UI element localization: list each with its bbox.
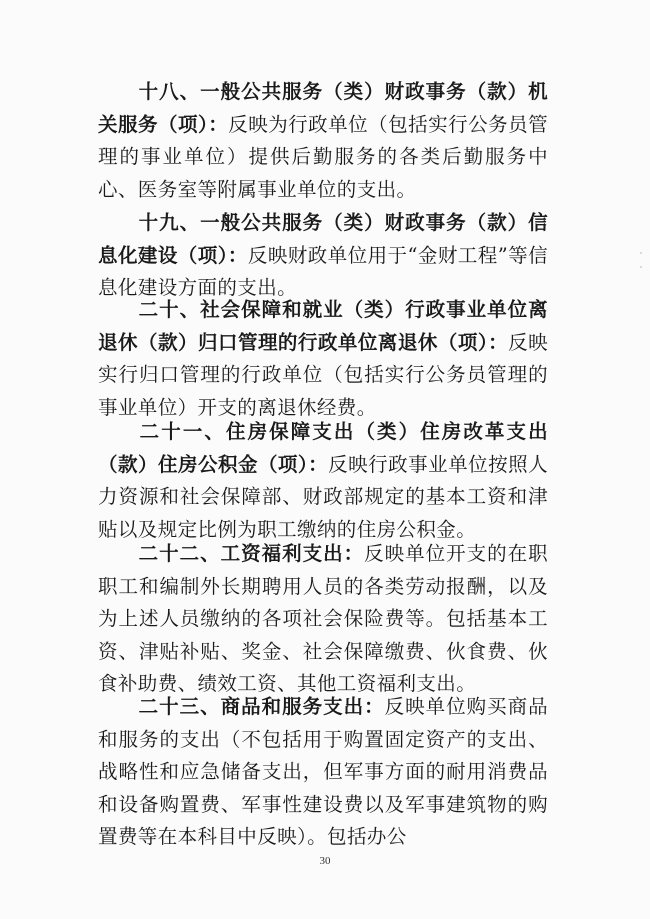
paragraph-heading: 十九、一般公共服务（类）财政事务（款）信息化建设（项）： — [98, 211, 548, 267]
paragraph-heading: 二十三、商品和服务支出： — [138, 695, 385, 718]
scan-speck — [640, 266, 642, 268]
paragraph-body: 反映单位购买商品和服务的支出（不包括用于购置固定资产的支出、战略性和应急储备支出，但军事方面的耐用消费品和设备购置费、军事性建设费以及军事建筑物的购置费等在本科目中反映）。包括办公 — [98, 695, 548, 848]
paragraph-heading: 十八、一般公共服务（类）财政事务（款）机关服务（项）： — [98, 80, 548, 136]
paragraph-heading: 二十一、住房保障支出（类）住房改革支出（款）住房公积金（项）： — [98, 420, 548, 476]
paragraph-22 — [98, 538, 548, 701]
paragraph-body: 反映为行政单位（包括实行公务员管理的事业单位）提供后勤服务的各类后勤服务中心、医务室等附属事业单位的支出。 — [98, 112, 548, 201]
paragraph-19 — [98, 207, 548, 305]
paragraph-body: 反映单位开支的在职职工和编制外长期聘用人员的各类劳动报酬，以及为上述人员缴纳的各项社会保险费等。包括基本工资、津贴补贴、奖金、社会保障缴费、伙食费、伙食补助费、绩效工资、其他工资福利支出。 — [98, 542, 548, 695]
paragraph-18 — [98, 76, 548, 206]
paragraph-heading: 二十二、工资福利支出： — [138, 542, 365, 565]
paragraph-body: 反映实行归口管理的行政单位（包括实行公务员管理的事业单位）开支的离退休经费。 — [98, 330, 548, 419]
paragraph-body: 反映行政事业单位按照人力资源和社会保障部、财政部规定的基本工资和津贴以及规定比例为职工缴纳的住房公积金。 — [98, 452, 548, 541]
paragraph-23 — [98, 691, 548, 854]
page-number: 30 — [319, 855, 331, 867]
paragraph-21 — [98, 416, 548, 546]
scan-speck — [640, 252, 642, 254]
paragraph-20 — [98, 294, 548, 424]
paragraph-heading: 二十、社会保障和就业（类）行政事业单位离退休（款）归口管理的行政单位离退休（项）： — [98, 298, 548, 354]
paragraph-body: 反映财政单位用于“金财工程”等信息化建设方面的支出。 — [98, 243, 548, 299]
